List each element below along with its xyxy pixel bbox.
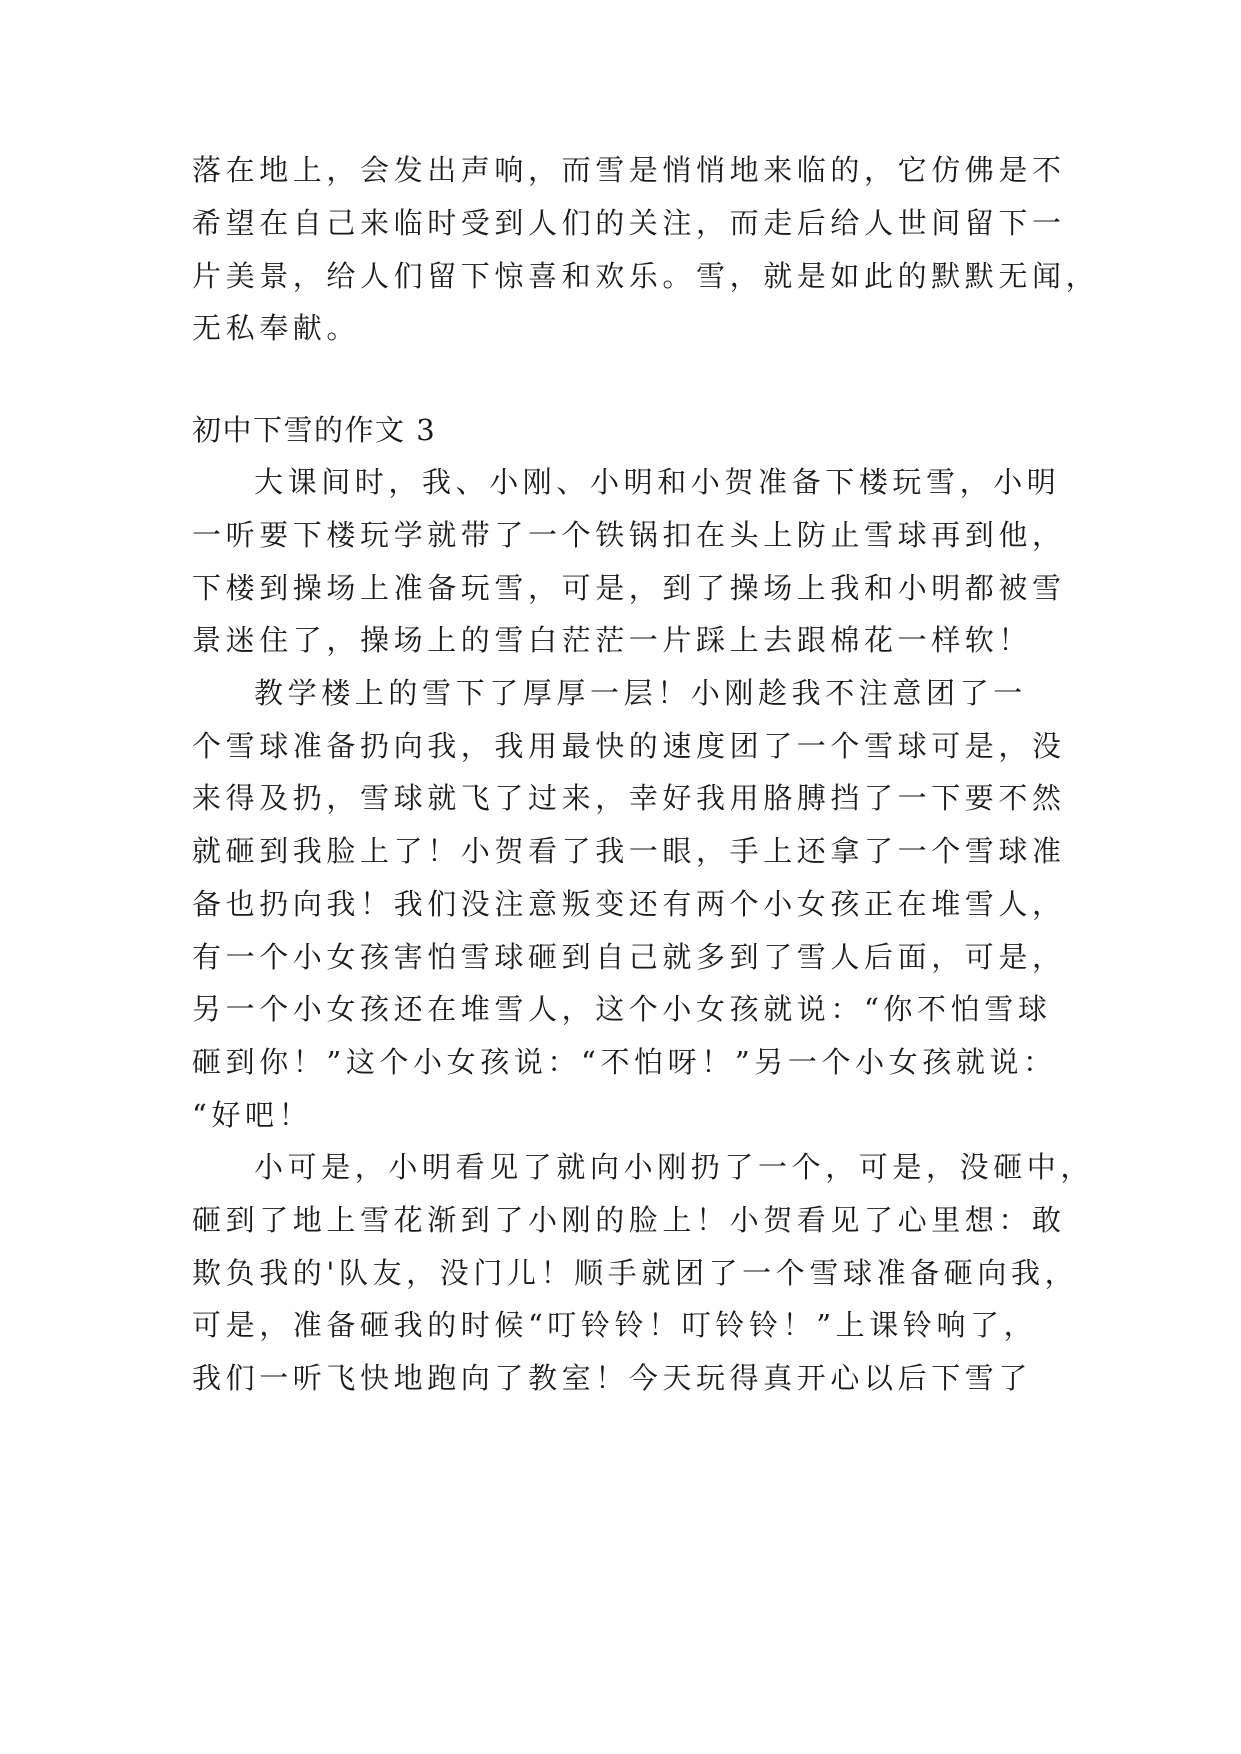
paragraph-3-line-5: 我们一听飞快地跑向了教室！今天玩得真开心以后下雪了 (192, 1361, 1033, 1395)
paragraph-2-line-7: 另一个小女孩还在堆雪人，这个小女孩就说：“你不怕雪球 (192, 992, 1052, 1026)
paragraph-2-line-1: 教学楼上的雪下了厚厚一层！小刚趁我不注意团了一 (254, 676, 1027, 710)
paragraph-3-line-1: 小可是，小明看见了就向小刚扔了一个，可是，没砸中， (254, 1150, 1095, 1184)
paragraph-1-line-4: 景迷住了，操场上的雪白茫茫一片踩上去跟棉花一样软！ (192, 623, 1033, 657)
intro-line-1: 落在地上，会发出声响，而雪是悄悄地来临的，它仿佛是不 (192, 153, 1066, 187)
paragraph-2-line-3: 来得及扔，雪球就飞了过来，幸好我用胳膊挡了一下要不然 (192, 781, 1066, 815)
paragraph-2-line-4: 就砸到我脸上了！小贺看了我一眼，手上还拿了一个雪球准 (192, 834, 1066, 868)
paragraph-2-line-9: “好吧！ (192, 1098, 313, 1132)
intro-line-3: 片美景，给人们留下惊喜和欢乐。雪，就是如此的默默无闻， (192, 259, 1100, 293)
paragraph-2-line-8: 砸到你！”这个小女孩说：“不怕呀！”另一个小女孩就说： (192, 1045, 1057, 1079)
intro-line-4: 无私奉献。 (192, 311, 361, 345)
paragraph-2-line-6: 有一个小女孩害怕雪球砸到自己就多到了雪人后面，可是， (192, 940, 1066, 974)
paragraph-1-line-3: 下楼到操场上准备玩雪，可是，到了操场上我和小明都被雪 (192, 571, 1066, 605)
paragraph-2-line-2: 个雪球准备扔向我，我用最快的速度团了一个雪球可是，没 (192, 729, 1066, 763)
paragraph-3-line-2: 砸到了地上雪花渐到了小刚的脸上！小贺看见了心里想：敢 (192, 1203, 1066, 1237)
paragraph-3-line-4: 可是，准备砸我的时候“叮铃铃！叮铃铃！”上课铃响了， (192, 1308, 1038, 1342)
paragraph-1-line-2: 一听要下楼玩学就带了一个铁锅扣在头上防止雪球再到他， (192, 518, 1066, 552)
paragraph-3-line-3: 欺负我的'队友，没门儿！顺手就团了一个雪球准备砸向我， (192, 1256, 1079, 1290)
section-title: 初中下雪的作文 3 (192, 413, 437, 447)
paragraph-2-line-5: 备也扔向我！我们没注意叛变还有两个小女孩正在堆雪人， (192, 887, 1066, 921)
intro-line-2: 希望在自己来临时受到人们的关注，而走后给人世间留下一 (192, 206, 1066, 240)
paragraph-1-line-1: 大课间时，我、小刚、小明和小贺准备下楼玩雪，小明 (254, 465, 1061, 499)
